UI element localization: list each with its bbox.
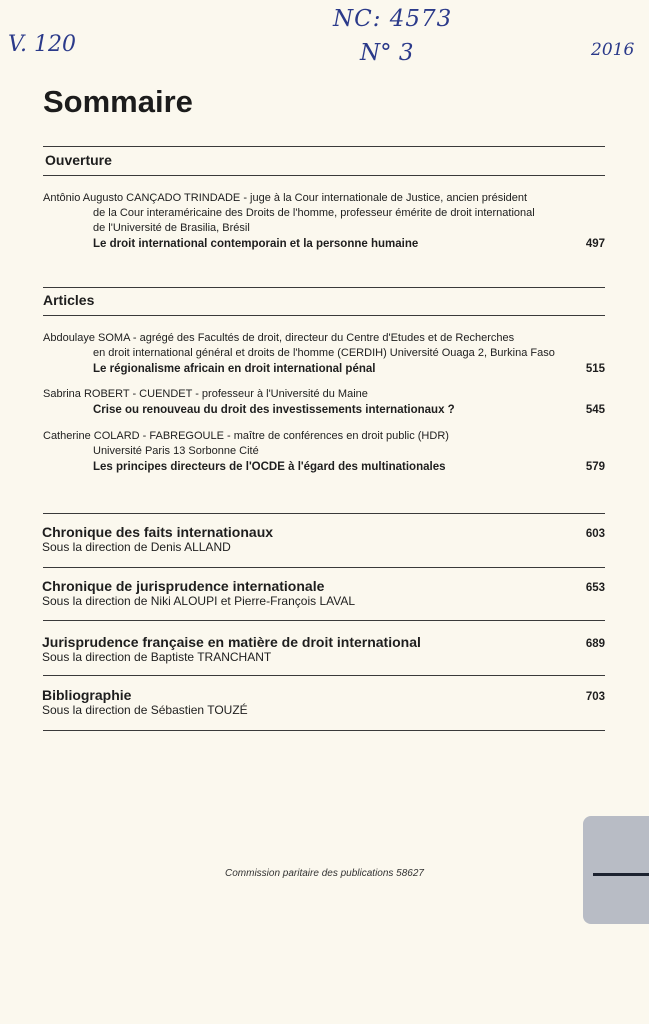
- footer-note: Commission paritaire des publications 58627: [225, 868, 424, 879]
- edge-tab-sticker: [583, 816, 649, 924]
- section-heading-articles: Articles: [43, 292, 95, 308]
- article-title[interactable]: Crise ou renouveau du droit des investissements internationaux ?: [93, 404, 455, 416]
- chronicle-editors: Sous la direction de Baptiste TRANCHANT: [42, 650, 272, 664]
- chronicle-editors: Sous la direction de Denis ALLAND: [42, 540, 231, 554]
- page-number: 579: [585, 461, 605, 473]
- toc-entry-chronicle[interactable]: [42, 524, 605, 554]
- handwritten-volume-note: V. 120: [8, 32, 77, 57]
- page-number: 703: [585, 691, 605, 703]
- divider: [43, 146, 605, 147]
- author-line: Antônio Augusto CANÇADO TRINDADE - juge à la Cour internationale de Justice, ancien président: [43, 192, 528, 204]
- page-number: 497: [585, 238, 605, 250]
- toc-entry-article[interactable]: [43, 387, 605, 418]
- page-number: 603: [585, 528, 605, 540]
- article-title[interactable]: Le régionalisme africain en droit international pénal: [93, 363, 376, 375]
- toc-entry-article[interactable]: [43, 429, 605, 475]
- divider: [43, 287, 605, 288]
- article-title[interactable]: Les principes directeurs de l'OCDE à l'égard des multinationales: [93, 461, 446, 473]
- toc-entry-chronicle[interactable]: [42, 578, 605, 608]
- chronicle-title[interactable]: Chronique des faits internationaux: [42, 524, 274, 540]
- chronicle-editors: Sous la direction de Sébastien TOUZÉ: [42, 703, 248, 717]
- author-line: de la Cour interaméricaine des Droits de l'homme, professeur émérite de droit international: [93, 207, 535, 219]
- chronicle-editors: Sous la direction de Niki ALOUPI et Pierre-François LAVAL: [42, 594, 356, 608]
- author-line: de l'Université de Brasilia, Brésil: [93, 222, 250, 234]
- toc-entry-chronicle[interactable]: [42, 687, 605, 717]
- page-number: 515: [585, 363, 605, 375]
- divider: [43, 567, 605, 568]
- page-title: Sommaire: [43, 84, 193, 119]
- edge-tab-line: [593, 873, 649, 876]
- chronicle-title[interactable]: Bibliographie: [42, 687, 132, 703]
- handwritten-year-note: 2016: [591, 40, 635, 60]
- handwritten-nc-note: NC: 4573: [333, 6, 453, 32]
- author-line: en droit international général et droits de l'homme (CERDIH) Université Ouaga 2, Burkina Faso: [93, 347, 555, 359]
- toc-entry-article[interactable]: [43, 331, 605, 377]
- section-heading-ouverture: Ouverture: [45, 152, 112, 168]
- toc-entry-ouverture[interactable]: [43, 191, 605, 252]
- author-line: Catherine COLARD - FABREGOULE - maître de conférences en droit public (HDR): [43, 430, 449, 442]
- divider: [43, 620, 605, 621]
- divider: [43, 675, 605, 676]
- author-line: Université Paris 13 Sorbonne Cité: [93, 445, 259, 457]
- author-line: Sabrina ROBERT - CUENDET - professeur à l'Université du Maine: [43, 388, 368, 400]
- divider: [43, 730, 605, 731]
- author-line: Abdoulaye SOMA - agrégé des Facultés de droit, directeur du Centre d'Etudes et de Recherches: [43, 332, 515, 344]
- page-number: 653: [585, 582, 605, 594]
- divider: [43, 175, 605, 176]
- chronicle-title[interactable]: Jurisprudence française en matière de droit international: [42, 634, 421, 650]
- divider: [43, 315, 605, 316]
- chronicle-title[interactable]: Chronique de jurisprudence internationale: [42, 578, 325, 594]
- handwritten-number-note: N° 3: [360, 40, 414, 66]
- page-number: 689: [585, 638, 605, 650]
- article-title[interactable]: Le droit international contemporain et la personne humaine: [93, 238, 419, 250]
- divider: [43, 513, 605, 514]
- page-number: 545: [585, 404, 605, 416]
- toc-entry-chronicle[interactable]: [42, 634, 605, 664]
